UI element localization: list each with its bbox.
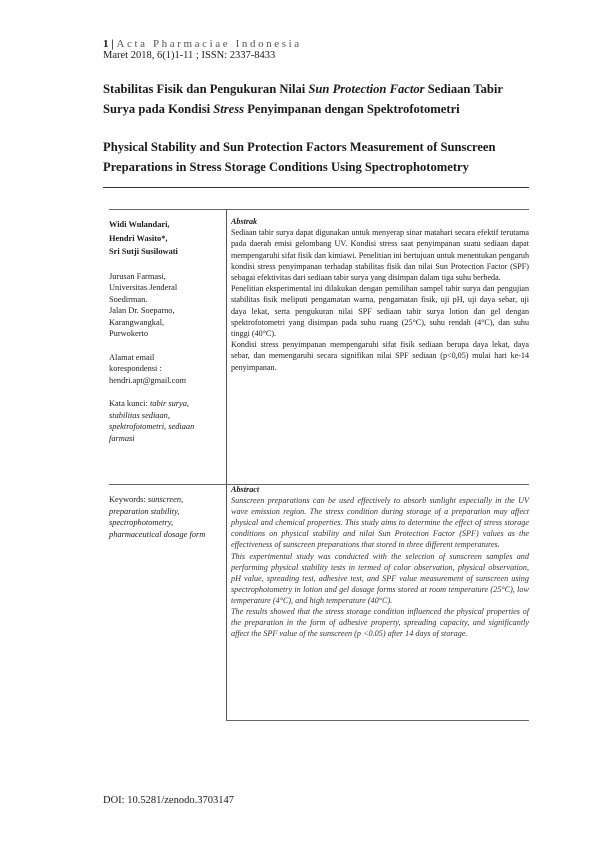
- issue-info: Maret 2018, 6(1)1-11 ; ISSN: 2337-8433: [103, 50, 276, 61]
- doi-link[interactable]: DOI: 10.5281/zenodo.3703147: [103, 795, 234, 806]
- correspondence: Alamat email korespondensi : hendri.apt@gmail.com: [109, 352, 221, 387]
- email-link[interactable]: hendri.apt@gmail.com: [109, 375, 187, 385]
- affiliation: Jurusan Farmasi, Universitas Jenderal Soedirman. Jalan Dr. Soeparno, Karangwangkal, Purwokerto: [109, 271, 178, 338]
- abstract-heading: Abstrak: [231, 217, 258, 226]
- abstract-paragraph: Penelitian eksperimental ini dilakukan dengan pemilihan sampel tabir surya dan pengujian stabilitas fisik meliputi pengamatan warna, pengamatan fisik, uji pH, uji daya sebar, uji daya lekat, serta pengukuran nilai SPF sediaan tabir surya lotion dan gel dengan spektrofotometri yang disimpan pada suhu ruang (25°C), suhu rendah (4°C), dan suhu tinggi (40°C).: [231, 284, 529, 339]
- abstract-paragraph: Sediaan tabir surya dapat digunakan untuk menyerap sinar matahari secara efektif terutama pada daerah emisi gelombang UV. Kondisi stress saat penyimpanan suatu sediaan dapat mempengaruhi sifat fisik dan kimiawi. Penelitian ini bertujuan untuk menentukan pengaruh kondisi stress penyimpanan terhadap stabilitas fisik dan nilai Sun Protection Factor (SPF) sebagai efektivitas dari sediaan tabir surya yang disimpan dalam tiga suhu berbeda.: [231, 228, 529, 283]
- abstract-paragraph: This experimental study was conducted with the selection of sunscreen samples and performing physical stability tests in termed of color observation, physical observation, pH value, spreading test, adhesive test, and SPF value measurement of sunscreen using spectrophotometry in lotion and gel dosage forms stored at room temperature (25°C), low temperature (4°C), and high temperature (40°C).: [231, 551, 529, 605]
- running-header: 1 | Acta Pharmaciae Indonesia: [103, 38, 302, 50]
- abstract-english: [231, 484, 529, 639]
- abstract-bottom-rule: [226, 720, 529, 721]
- abstract-paragraph: Kondisi stress penyimpanan mempengaruhi sifat fisik sediaan berupa daya lekat, daya sebar, dan memengaruhi secara signifikan nilai SPF sediaan (p<0,05) mulai hari ke-14 penyimpanan.: [231, 340, 529, 372]
- title-english: Physical Stability and Sun Protection Factors Measurement of Sunscreen Preparations in Stress Storage Conditions Using Spectrophotometry: [103, 140, 496, 174]
- author-name: Hendri Wasito*,: [109, 233, 168, 243]
- abstract-heading: Abstract: [231, 485, 260, 494]
- title-indonesian: Stabilitas Fisik dan Pengukuran Nilai Sun Protection Factor Sediaan Tabir Surya pada Kondisi Stress Penyimpanan dengan Spektrofotometri: [103, 82, 503, 116]
- keywords-english: Keywords: sunscreen, preparation stability, spectrophotometry, pharmaceutical dosage form: [109, 495, 206, 539]
- abstract-top-rule: [109, 209, 529, 210]
- author-name: Widi Wulandari,: [109, 220, 170, 229]
- journal-name: Acta Pharmaciae Indonesia: [116, 38, 302, 50]
- author-info: [109, 218, 221, 444]
- abstract-paragraph: The results showed that the stress storage condition influenced the physical properties of the preparation in the form of adhesive property, spreading capacity, and significantly affect the SPF value of the sunscreen (p <0.05) after 14 days of storage.: [231, 607, 529, 639]
- column-divider: [226, 209, 227, 484]
- column-divider: [226, 484, 227, 720]
- author-name: Sri Sutji Susilowati: [109, 247, 178, 256]
- keywords-indonesian: Kata kunci: tabir surya, stabilitas sediaan, spektrofotometri, sediaan farmasi: [109, 399, 195, 443]
- abstract-paragraph: Sunscreen preparations can be used effectively to absorb sunlight especially in the UV wave emission region. The stress condition during storage of a preparation may affect physical and chemical properties. This study aims to determine the effect of stress storage conditions on physical stability and nilai Sun Protection Factor (SPF) values as the effectiveness of sunscreen preparations that stored in three different temperatures.: [231, 496, 529, 550]
- abstract-indonesian: [231, 216, 529, 373]
- author-list: [109, 218, 221, 259]
- page-number: 1: [103, 38, 109, 50]
- title-divider: [103, 187, 529, 188]
